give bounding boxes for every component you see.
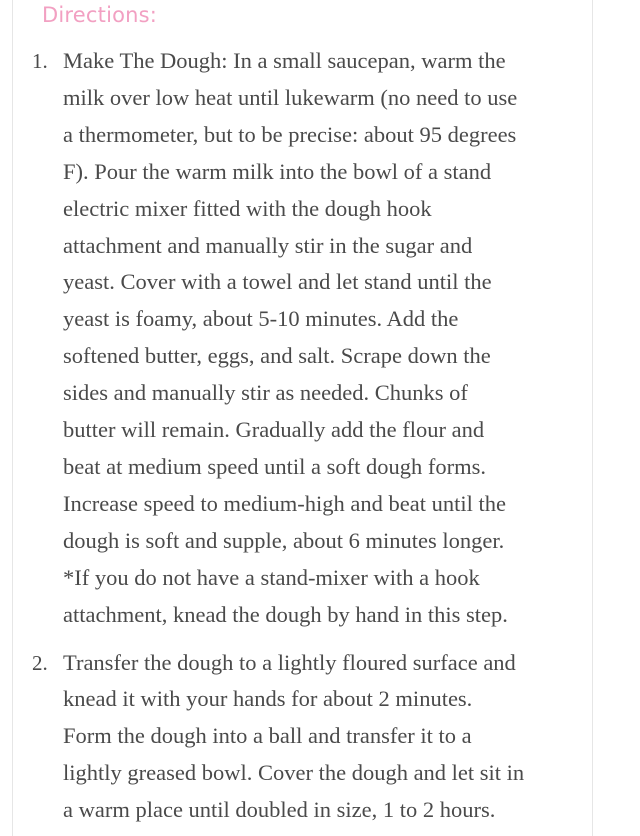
step-text-line: attachment and manually stir in the sugar and (63, 232, 473, 258)
step-text-line: butter will remain. Gradually add the flour and (63, 417, 485, 443)
directions-heading: Directions: (42, 3, 158, 27)
step-text-line: softened butter, eggs, and salt. Scrape down the (63, 343, 491, 369)
step-text-line: Transfer the dough to a lightly floured surface and (63, 649, 516, 675)
step-text-line: a warm place until doubled in size, 1 to 2 hours. (63, 797, 496, 823)
step-text-line: lightly greased bowl. Cover the dough and let sit in (63, 760, 525, 786)
step-text-line: F). Pour the warm milk into the bowl of a stand (63, 158, 492, 184)
step-number: 2. (32, 650, 48, 675)
step-2 (0, 645, 600, 830)
step-number: 1. (32, 49, 48, 73)
step-text-line: sides and manually stir as needed. Chunks of (63, 380, 468, 406)
step-text-line: yeast is foamy, about 5-10 minutes. Add the (63, 306, 459, 332)
step-text-line: Increase speed to medium-high and beat until the (63, 490, 506, 516)
step-text-line: attachment, knead the dough by hand in this step. (63, 601, 508, 627)
step-text-line: Form the dough into a ball and transfer it to a (63, 723, 472, 749)
step-text-line: yeast. Cover with a towel and let stand until the (63, 269, 492, 295)
step-text-line: a thermometer, but to be precise: about 95 degrees (63, 121, 517, 147)
step-text-line: *If you do not have a stand-mixer with a hook (63, 564, 480, 590)
step-text-line: beat at medium speed until a soft dough forms. (63, 453, 487, 479)
step-1 (0, 43, 600, 634)
directions-list (0, 43, 600, 829)
step-text-line: electric mixer fitted with the dough hook (63, 195, 432, 221)
step-text-line: milk over low heat until lukewarm (no need to use (63, 84, 518, 110)
step-text-line: Make The Dough: In a small saucepan, warm the (63, 48, 506, 73)
step-text-line: dough is soft and supple, about 6 minutes longer. (63, 527, 505, 553)
step-text-line: knead it with your hands for about 2 minutes. (63, 686, 473, 712)
